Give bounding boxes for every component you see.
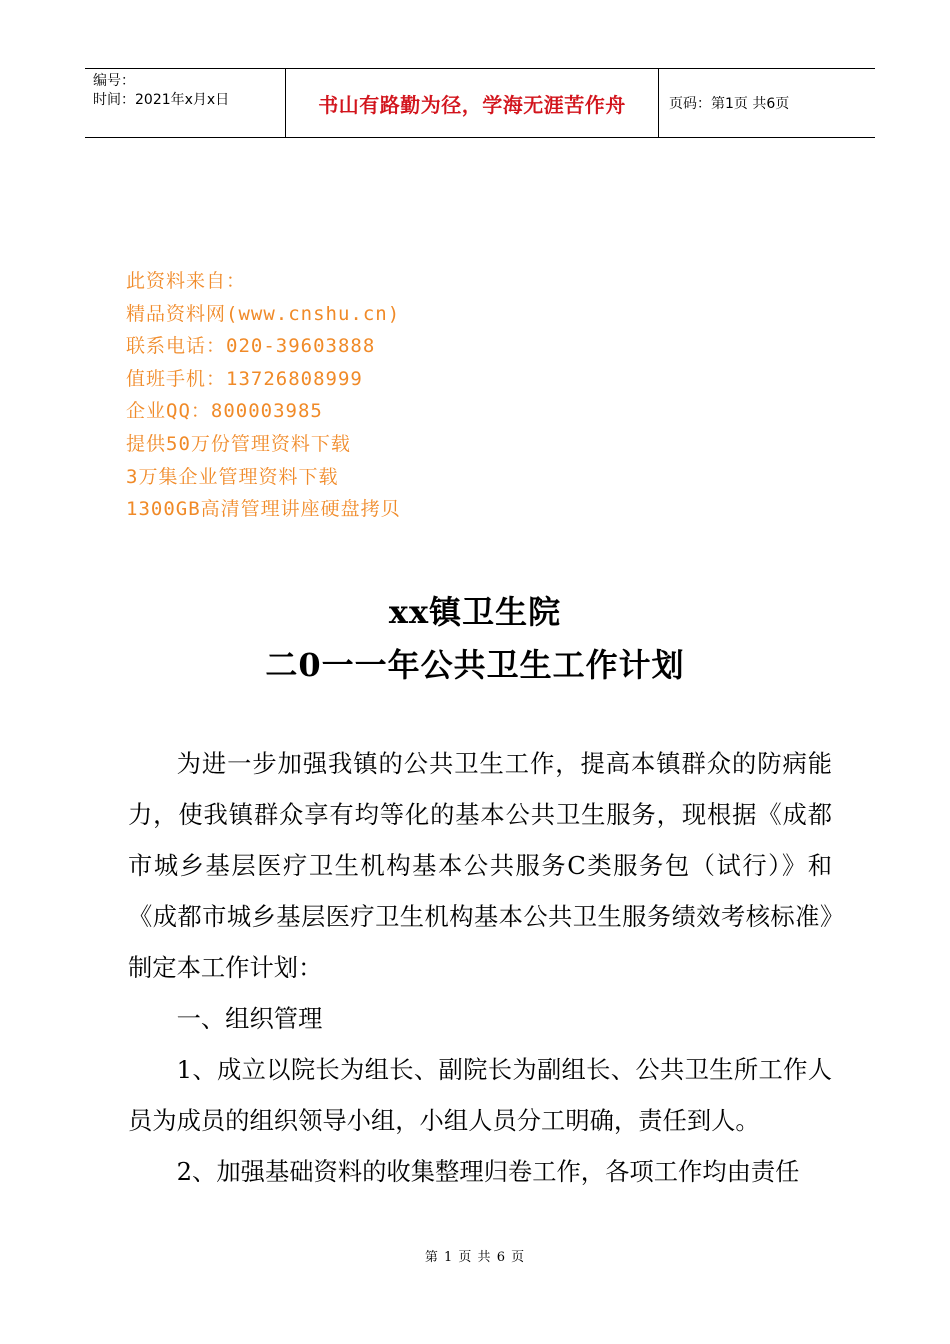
promo-line: 企业QQ：800003985 [126, 400, 323, 423]
document-body [128, 738, 832, 1197]
promo-line: 联系电话：020-39603888 [126, 335, 376, 358]
promo-line: 精品资料网(www.cnshu.cn) [126, 302, 401, 325]
promo-line: 此资料来自： [126, 270, 247, 292]
page-footer: 第 1 页 共 6 页 [424, 1250, 526, 1265]
promo-line: 1300GB高清管理讲座硬盘拷贝 [126, 498, 401, 521]
promo-line: 提供50万份管理资料下载 [126, 432, 351, 455]
body-paragraph: 2、加强基础资料的收集整理归卷工作，各项工作均由责任 [176, 1157, 800, 1186]
header-page-info: 页码：第1页 共6页 [669, 96, 790, 112]
section-heading: 一、组织管理 [176, 1004, 323, 1033]
header-meta [85, 69, 286, 137]
promo-line: 值班手机：13726808999 [126, 367, 363, 390]
promo-line: 3万集企业管理资料下载 [126, 465, 339, 488]
header-motto: 书山有路勤为径，学海无涯苦作舟 [286, 69, 659, 137]
body-paragraph: 为进一步加强我镇的公共卫生工作，提高本镇群众的防病能力，使我镇群众享有均等化的基本公共卫生服务，现根据《成都市城乡基层医疗卫生机构基本公共服务C类服务包（试行）》和《成都市城乡基层医疗卫生机构基本公共卫生服务绩效考核标准》制定本工作计划： [128, 749, 832, 982]
promo-block [126, 265, 401, 526]
document-header [85, 68, 875, 138]
time-label: 时间：2021年x月x日 [93, 92, 230, 108]
number-label: 编号： [93, 73, 135, 89]
document-title-line1: xx镇卫生院 [388, 593, 562, 631]
body-paragraph: 1、成立以院长为组长、副院长为副组长、公共卫生所工作人员为成员的组织领导小组，小组人员分工明确，责任到人。 [128, 1055, 832, 1135]
document-title-line2: 二0一一年公共卫生工作计划 [265, 646, 685, 684]
